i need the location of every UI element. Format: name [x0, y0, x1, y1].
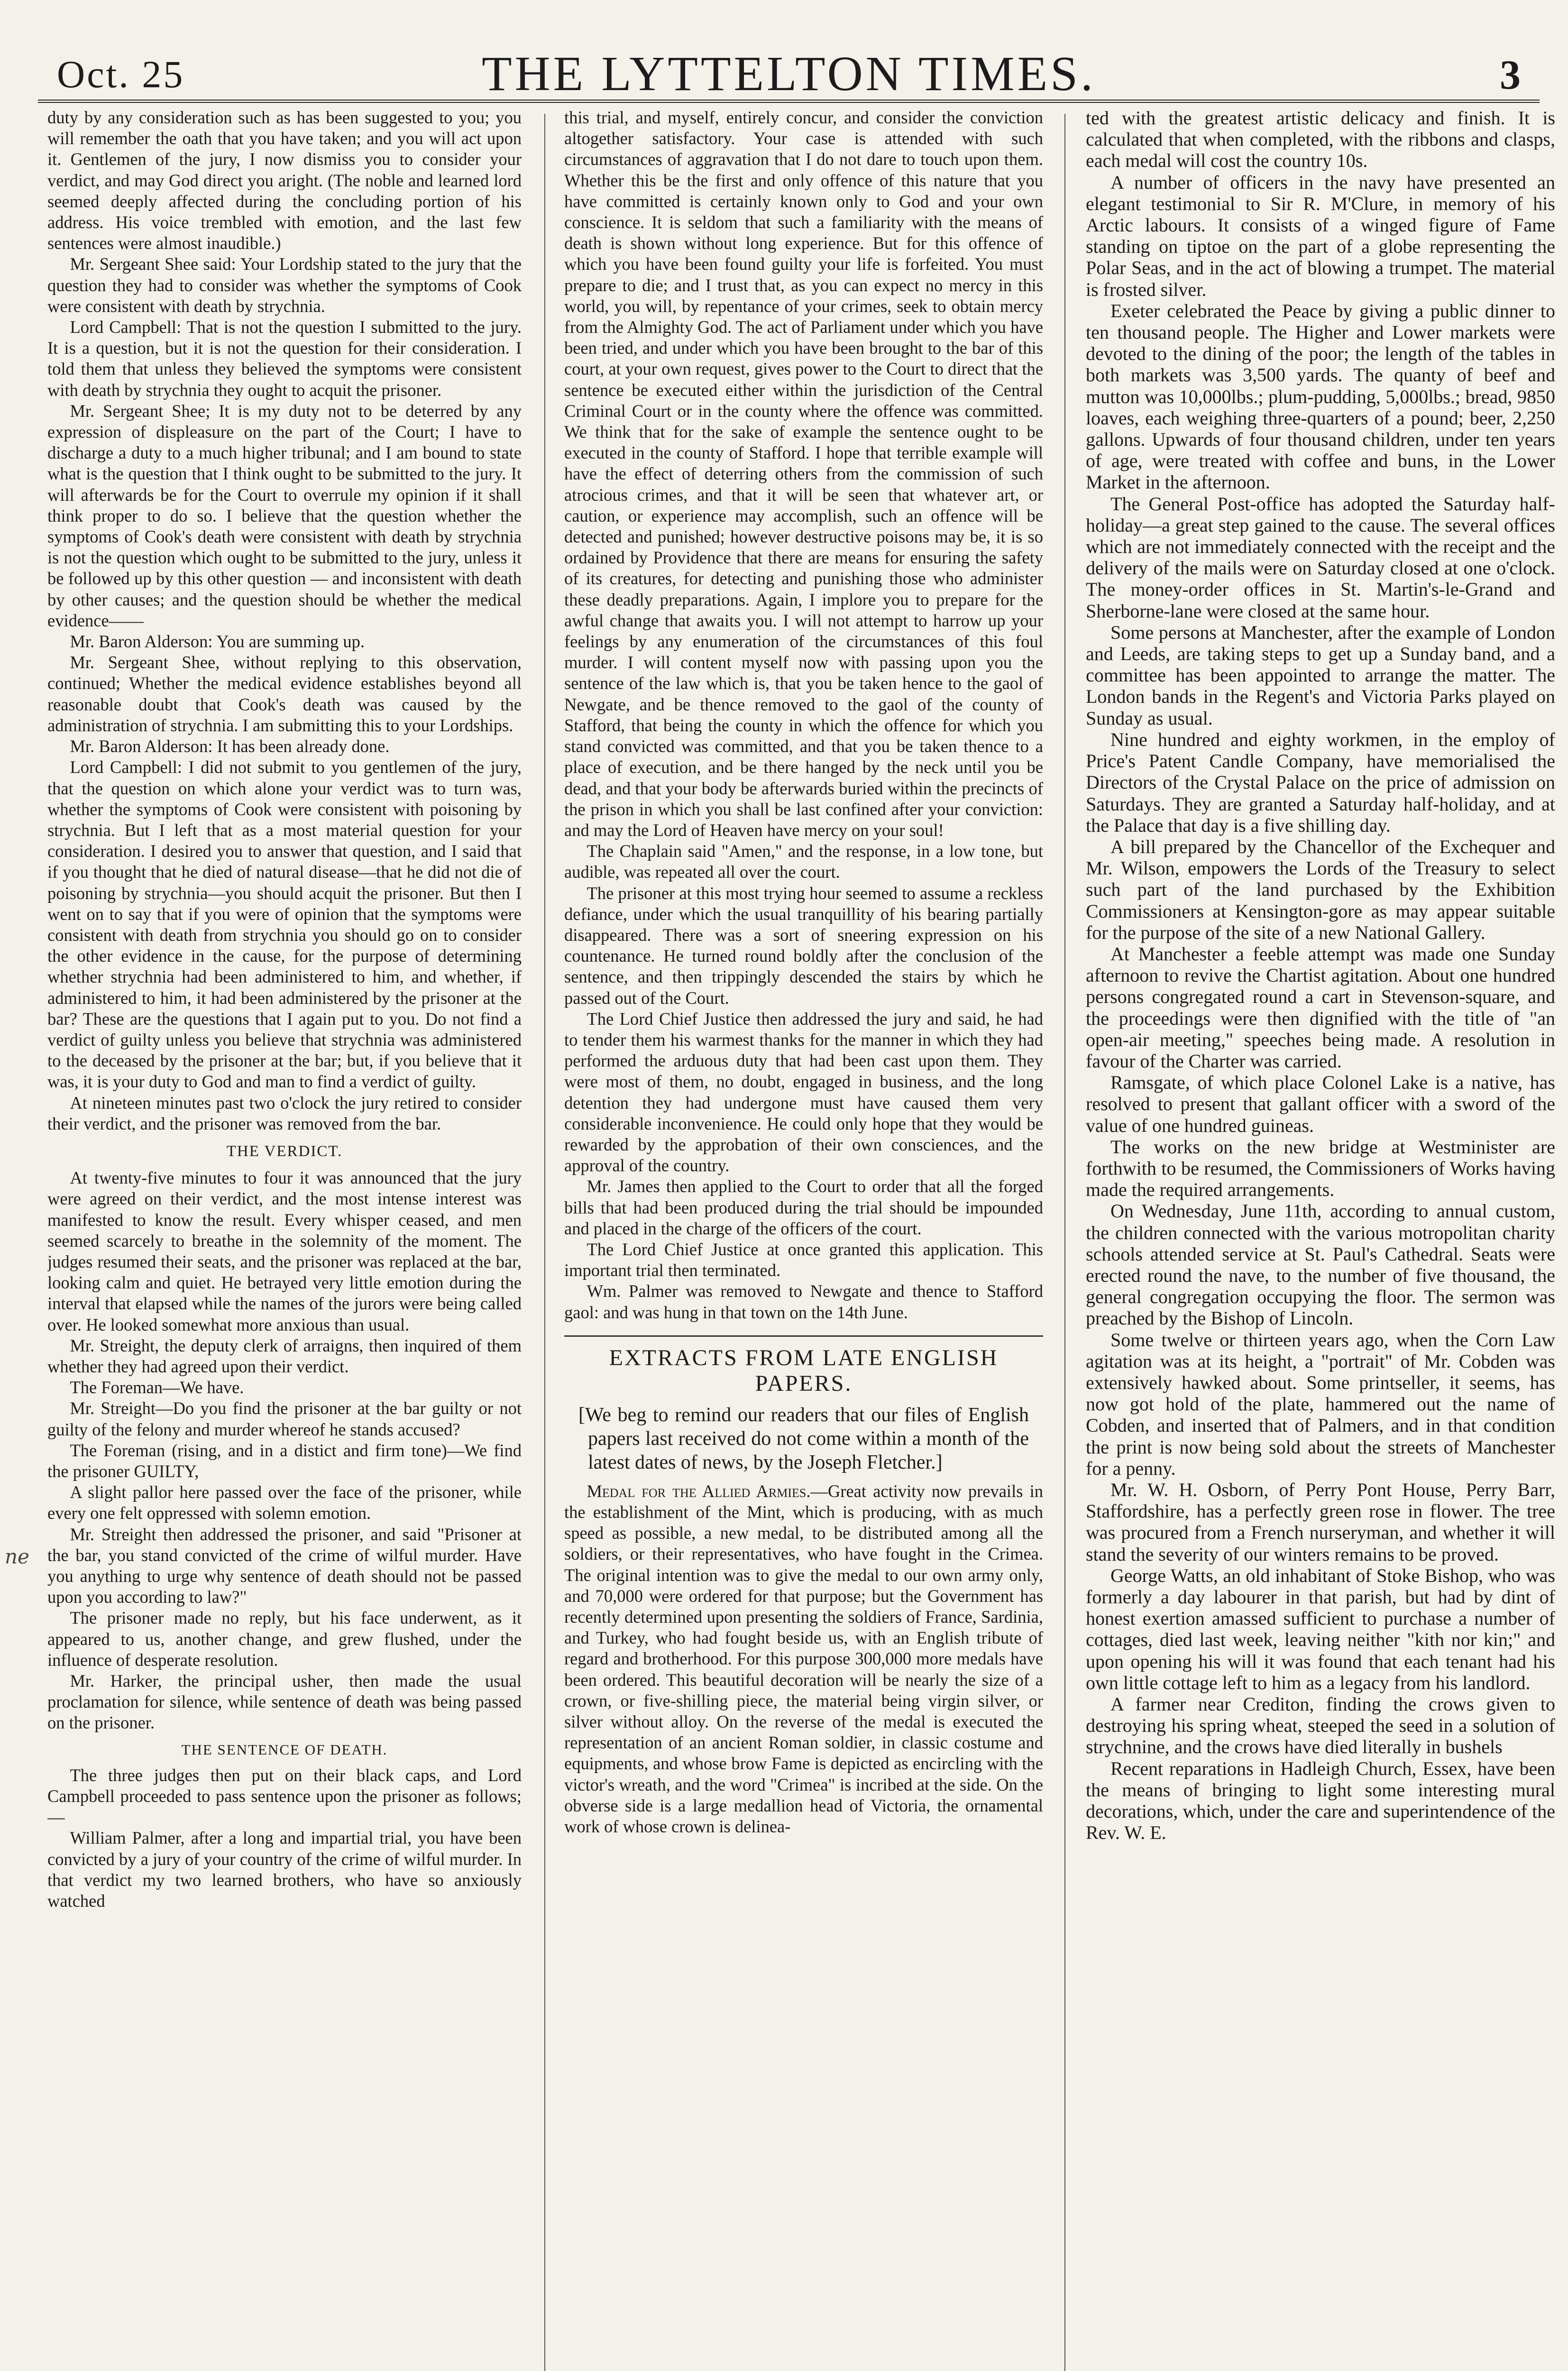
paragraph: A farmer near Crediton, finding the crows given to destroying his spring wheat, steeped the seed in a solution of strychnine, and the crows have died literally in bushels — [1086, 1693, 1555, 1758]
column-3 — [1086, 107, 1555, 2371]
section-heading: EXTRACTS FROM LATE ENGLISH PAPERS. — [564, 1335, 1043, 1397]
paragraph: Ramsgate, of which place Colonel Lake is a native, has resolved to present that gallant officer with a sword of the value of one hundred guineas. — [1086, 1072, 1555, 1136]
paragraph: Mr. Sergeant Shee said: Your Lordship stated to the jury that the question they had to consider was whether the symptoms of Cook were consistent with death by strychnia. — [47, 254, 522, 316]
column-rule — [1064, 114, 1065, 2371]
page-number: 3 — [1500, 52, 1521, 98]
column-rule — [544, 114, 545, 2371]
paragraph: Mr. Sergeant Shee; It is my duty not to be deterred by any expression of displeasure on the part of the Court; I have to discharge a duty to a much higher tribunal; and I am bound to state what is the question that I think ought to be submitted to the jury. It will afterwards be for the Court to overrule my opinion if it shall think proper to do so. I believe that the question whether the symptoms of Cook's death were consistent with death by strychnia is not the question which ought to be submitted to the jury, unless it be followed up by this other question — and inconsistent with death by other causes; and the question should be whether the medical evidence—— — [47, 401, 522, 630]
paragraph: Mr. W. H. Osborn, of Perry Pont House, Perry Barr, Staffordshire, has a perfectly green rose in flower. The tree was procured from a French nurseryman, and whether it will stand the severity of our winters remains to be proved. — [1086, 1479, 1555, 1565]
paragraph: Lord Campbell: I did not submit to you gentlemen of the jury, that the question on which alone your verdict was to turn was, whether the symptoms of Cook were consistent with poisoning by strychnia. But I left that as a most material question for your consideration. I desired you to answer that question, and I said that if you thought that he died of natural disease—that he did not die of poisoning by strychnia—you should acquit the prisoner. But then I went on to say that if you were of opinion that the symptoms were consistent with death from strychnia you should go on to consider the other evidence in the cause, for the purpose of determining whether strychnia had been administered to him, and whether, if administered to him, it had been administered by the prisoner at the bar? These are the questions that I again put to you. Do not find a verdict of guilty unless you believe that strychnia was administered to the deceased by the prisoner at the bar; but, if you believe that it was, it is your duty to God and man to find a verdict of guilty. — [47, 757, 522, 1092]
paragraph: On Wednesday, June 11th, according to annual custom, the children connected with the various motropolitan charity schools attended service at St. Paul's Cathedral. Seats were erected round the nave, to the number of five thousand, the general congregation occupying the floor. The sermon was preached by the Bishop of Lincoln. — [1086, 1200, 1555, 1329]
paragraph: A bill prepared by the Chancellor of the Exchequer and Mr. Wilson, empowers the Lords of the Treasury to select such part of the land purchased by the Exhibition Commissioners at Kensington-gore as may appear suitable for the purpose of the site of a new National Gallery. — [1086, 836, 1555, 943]
paragraph: Nine hundred and eighty workmen, in the employ of Price's Patent Candle Company, have memorialised the Directors of the Crystal Palace on the price of admission on Saturdays. They are granted a Saturday half-holiday, and at the Palace that day is a five shilling day. — [1086, 728, 1555, 836]
paragraph: The prisoner made no reply, but his face underwent, as it appeared to us, another change, and grew flushed, under the influence of desperate resolution. — [47, 1608, 522, 1670]
paragraph: The three judges then put on their black caps, and Lord Campbell proceeded to pass sentence upon the prisoner as follows;— — [47, 1765, 522, 1827]
issue-date: Oct. 25 — [57, 53, 185, 96]
paragraph: At nineteen minutes past two o'clock the jury retired to consider their verdict, and the prisoner was removed from the bar. — [47, 1093, 522, 1133]
paragraph: At twenty-five minutes to four it was announced that the jury were agreed on their verdict, and the most intense interest was manifested to know the result. Every whisper ceased, and men seemed scarcely to breathe in the solemnity of the moment. The judges resumed their seats, and the prisoner was replaced at the bar, looking calm and quiet. He betrayed very little emotion during the interval that elapsed while the names of the jurors were being called over. He looked somewhat more anxious than usual. — [47, 1168, 522, 1334]
paragraph: A slight pallor here passed over the face of the prisoner, while every one felt oppressed with solemn emotion. — [47, 1482, 522, 1523]
paragraph: Recent reparations in Hadleigh Church, Essex, have been the means of bringing to light some interesting mural decorations, which, under the care and superintendence of the Rev. W. E. — [1086, 1757, 1555, 1844]
paragraph: Exeter celebrated the Peace by giving a public dinner to ten thousand people. The Higher and Lower markets were devoted to the dining of the poor; the length of the tables in both markets was 3,500 yards. The quanty of beef and mutton was 10,000lbs.; plum-pudding, 5,000lbs.; bread, 9850 loaves, each weighing three-quarters of a pound; beer, 2,250 gallons. Upwards of four thousand children, under ten years of age, were treated with coffee and buns, in the Lower Market in the afternoon. — [1086, 300, 1555, 493]
paragraph-body: —Great activity now prevails in the establishment of the Mint, which is producing, with as much speed as possible, a new medal, to be distributed among all the soldiers, or their representatives, who have fought in the Crimea. The original intention was to give the medal to our own army only, and 70,000 were ordered for that purpose; but the Government has recently determined upon presenting the soldiers of France, Sardinia, and Turkey, who had fought beside us, with an English tribute of regard and brotherhood. For this purpose 300,000 more medals have been ordered. This beautiful decoration will be nearly the size of a crown, or five-shilling piece, the material being virgin silver, or silver without alloy. On the reverse of the medal is executed the representation of an ancient Roman soldier, in classic costume and equipments, and whose brow Fame is depicted as encircling with the victor's wreath, and the word "Crimea" is incribed at the side. On the obverse side is a large medallion head of Victoria, the ornamental work of whose crown is delinea- — [564, 1481, 1043, 1837]
paragraph: William Palmer, after a long and impartial trial, you have been convicted by a jury of your country of the crime of wilful murder. In that verdict my two learned brothers, who have so anxiously watched — [47, 1828, 522, 1911]
paragraph: The Foreman—We have. — [70, 1378, 244, 1397]
paragraph: Wm. Palmer was removed to Newgate and thence to Stafford gaol: and was hung in that town on the 14th June. — [564, 1281, 1043, 1322]
paragraph: Mr. James then applied to the Court to order that all the forged bills that had been produced during the trial should be impounded and placed in the charge of the officers of the court. — [564, 1176, 1043, 1238]
paragraph: ted with the greatest artistic delicacy and finish. It is calculated that when completed, with the ribbons and clasps, each medal will cost the country 10s. — [1086, 107, 1555, 172]
paragraph: The Lord Chief Justice at once granted this application. This important trial then terminated. — [564, 1239, 1043, 1280]
newspaper-title: THE LYTTELTON TIMES. — [482, 46, 1096, 101]
column-2 — [564, 107, 1043, 2371]
margin-mark: ne — [5, 1545, 29, 1568]
paragraph: Mr. Sergeant Shee, without replying to this observation, continued; Whether the medical evidence establishes beyond all reasonable doubt that Cook's death was caused by the administration of strychnia. I am submitting this to your Lordships. — [47, 652, 522, 735]
paragraph: Lord Campbell: That is not the question I submitted to the jury. It is a question, but it is not the question for their consideration. I told them that unless they believed the symptoms were consistent with death by strychnia they ought to acquit the prisoner. — [47, 317, 522, 400]
paragraph: The Foreman (rising, and in a distict and firm tone)—We find the prisoner GUILTY, — [47, 1440, 522, 1481]
paragraph: A number of officers in the navy have presented an elegant testimonial to Sir R. M'Clure, in memory of his Arctic labours. It consists of a winged figure of Fame standing on tiptoe on the part of a globe representing the Polar Seas, and in the act of blowing a trumpet. The material is frosted silver. — [1086, 171, 1555, 300]
paragraph: Mr. Harker, the principal usher, then made the usual proclamation for silence, while sentence of death was being passed on the prisoner. — [47, 1671, 522, 1733]
subheading-sentence: THE SENTENCE OF DEATH. — [181, 1741, 388, 1758]
paragraph-medal — [564, 1481, 1043, 1837]
paragraph: The works on the new bridge at Westminister are forthwith to be resumed, the Commissioners of Works having made the required arrangements. — [1086, 1136, 1555, 1201]
paragraph: Some twelve or thirteen years ago, when the Corn Law agitation was at its height, a "portrait" of Mr. Cobden was extensively hawked about. Some printseller, it seems, has now got hold of the plate, hammered out the name of Cobden, and inserted that of Palmers, and in that condition the print is now being sold about the streets of Manchester for a penny. — [1086, 1329, 1555, 1479]
paragraph: Mr. Baron Alderson: You are summing up. — [70, 632, 365, 652]
paragraph: The General Post-office has adopted the Saturday half-holiday—a great step gained to the cause. The several offices which are not immediately connected with the receipt and the delivery of the mails were on Saturday closed at one o'clock. The money-order offices in St. Martin's-le-Grand and Sherborne-lane were closed at the same hour. — [1086, 493, 1555, 622]
paragraph: The Lord Chief Justice then addressed the jury and said, he had to tender them his warmest thanks for the manner in which they had performed the arduous duty that had been cast upon them. They were most of them, no doubt, engaged in business, and the long detention they had undergone must have caused them very considerable inconvenience. He could only hope that they would be rewarded by the approbation of their own consciences, and the approval of the country. — [564, 1009, 1043, 1176]
run-in-heading: Medal for the Allied Armies. — [587, 1481, 811, 1501]
column-1 — [47, 107, 522, 2371]
paragraph: Mr. Baron Alderson: It has been already done. — [70, 736, 390, 756]
paragraph: The Chaplain said "Amen," and the response, in a low tone, but audible, was repeated all over the court. — [564, 841, 1043, 882]
paragraph: Some persons at Manchester, after the example of London and Leeds, are taking steps to get up a Sunday band, and a committee has been appointed to arrange the matter. The London bands in the Regent's and Victoria Parks played on Sunday as usual. — [1086, 621, 1555, 729]
paragraph: George Watts, an old inhabitant of Stoke Bishop, who was formerly a day labourer in that parish, but had by dint of honest exertion amassed sufficient to purchase a number of cottages, died last week, leaving neither "kith nor kin;" and upon opening his will it was found that each tenant had his own little cottage left to him as a legacy from his landlord. — [1086, 1564, 1555, 1693]
subheading-verdict: THE VERDICT. — [226, 1142, 343, 1160]
paragraph: Mr. Streight then addressed the prisoner, and said "Prisoner at the bar, you stand convicted of the crime of wilful murder. Have you anything to urge why sentence of death should not be passed upon you according to law?" — [47, 1524, 522, 1607]
paragraph: At Manchester a feeble attempt was made one Sunday afternoon to revive the Chartist agitation. About one hundred persons congregated round a cart in Stevenson-square, and the proceedings were then dignified with the title of "an open-air meeting," speeches being made. A resolution in favour of the Charter was carried. — [1086, 943, 1555, 1072]
paragraph: Mr. Streight, the deputy clerk of arraigns, then inquired of them whether they had agreed upon their verdict. — [47, 1335, 522, 1376]
editor-note: [We beg to remind our readers that our files of English papers last received do not come within a month of the latest dates of news, by the Joseph Fletcher.] — [578, 1404, 1029, 1473]
paragraph: Mr. Streight—Do you find the prisoner at the bar guilty or not guilty of the felony and murder whereof he stands accused? — [47, 1398, 522, 1439]
masthead — [38, 28, 1540, 103]
paragraph: this trial, and myself, entirely concur, and consider the conviction altogether satisfactory. Your case is attended with such circumstances of aggravation that I do not dare to touch upon them. Whether this be the first and only offence of this nature that you have committed is certainly known only to God and your own conscience. It is seldom that such a familiarity with the means of death is shown without long experience. But for this offence of which you have been found guilty your life is forfeited. You must prepare to die; and I trust that, as you can expect no mercy in this world, you will, by repentance of your crimes, seek to obtain mercy from the Almighty God. The act of Parliament under which you have been tried, and under which you have been brought to the bar of this court, at your own request, gives power to the Court to direct that the sentence be executed either within the jurisdiction of the Central Criminal Court or in the county where the offence was committed. We think that for the sake of example the sentence ought to be executed in the county of Stafford. I hope that terrible example will have the effect of deterring others from the commission of such atrocious crimes, and that it will be seen that whatever art, or caution, or experience may accomplish, such an offence will be detected and punished; however destructive poisons may be, it is so ordained by Providence that there are means for ensuring the safety of its creatures, for detecting and punishing those who administer these deadly preparations. Again, I implore you to prepare for the awful change that awaits you. I will not attempt to harrow up your feelings by any enumeration of the circumstances of this foul murder. I will content myself now with passing upon you the sentence of the law which is, that you be taken hence to the gaol of Newgate, and be thence removed to the gaol of the county of Stafford, that being the county in which the offence for which you stand convicted was committed, and that you be taken thence to a place of execution, and be there hanged by the neck until you be dead, and that your body be afterwards buried within the precincts of the prison in which you shall be last confined after your conviction: and may the Lord of Heaven have mercy on your soul! — [564, 108, 1043, 840]
paragraph: duty by any consideration such as has been suggested to you; you will remember the oath that you have taken; and you will act upon it. Gentlemen of the jury, I now dismiss you to consider your verdict, and may God direct you aright. (The noble and learned lord seemed deeply affected during the concluding portion of his address. His voice trembled with emotion, and the last few sentences were almost inaudible.) — [47, 108, 522, 253]
paragraph: The prisoner at this most trying hour seemed to assume a reckless defiance, under which the usual tranquillity of his bearing partially disappeared. There was a sort of sneering expression on his countenance. He turned round boldly after the conclusion of the sentence, and then trippingly descended the stairs by which he passed out of the Court. — [564, 883, 1043, 1008]
